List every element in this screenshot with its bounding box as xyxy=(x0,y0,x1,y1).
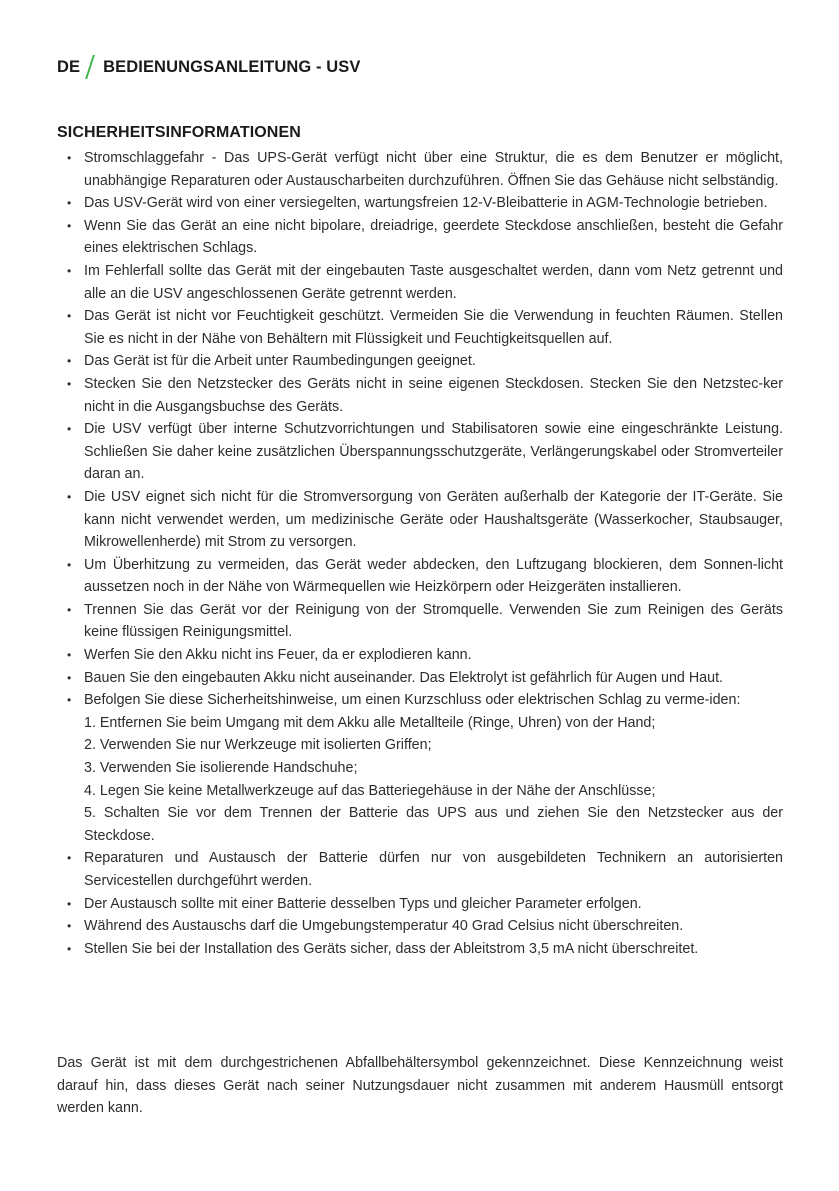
short-circuit-intro: • Befolgen Sie diese Sicherheitshinweise, um einen Kurzschluss oder elektrischen Schlag zu verme-iden: xyxy=(84,692,741,709)
list-item: • Das Gerät ist nicht vor Feuchtigkeit geschützt. Vermeiden Sie die Verwendung in feuchten Räumen. Stellen Sie es nicht in der Nähe von Behältern mit Flüssigkeit und Feuchtigkeitsquellen auf. xyxy=(57,305,783,350)
list-item: • Während des Austauschs darf die Umgebungstemperatur 40 Grad Celsius nicht überschreiten. xyxy=(57,915,783,938)
list-item: • Werfen Sie den Akku nicht ins Feuer, da er explodieren kann. xyxy=(57,644,783,667)
step-item: 2. Verwenden Sie nur Werkzeuge mit isolierten Griffen; xyxy=(84,737,432,754)
step-item: 3. Verwenden Sie isolierende Handschuhe; xyxy=(84,760,358,777)
list-item: • Im Fehlerfall sollte das Gerät mit der eingebauten Taste ausgeschaltet werden, dann vom Netz getrennt und alle an die USV angeschlossenen Geräte getrennt werden. xyxy=(57,260,783,305)
list-item: • Die USV eignet sich nicht für die Stromversorgung von Geräten außerhalb der Kategorie der IT-Geräte. Sie kann nicht verwendet werden, um medizinische Geräte oder Haushaltsgeräte (Wasserkocher, Staubsauger, Mikrowellenherde) mit Strom zu versorgen. xyxy=(57,486,783,554)
list-item: • Stecken Sie den Netzstecker des Geräts nicht in seine eigenen Steckdosen. Stecken Sie den Netzstec-ker nicht in die Ausgangsbuchse des Geräts. xyxy=(57,373,783,418)
list-item: • Stellen Sie bei der Installation des Geräts sicher, dass der Ableitstrom 3,5 mA nicht überschreitet. xyxy=(57,938,783,961)
language-code: DE xyxy=(57,57,81,76)
list-item: • Bauen Sie den eingebauten Akku nicht auseinander. Das Elektrolyt ist gefährlich für Augen und Haut. xyxy=(57,667,783,690)
safety-list xyxy=(57,147,783,960)
header-divider-slash xyxy=(85,55,95,79)
list-item: • Wenn Sie das Gerät an eine nicht bipolare, dreiadrige, geerdete Steckdose anschließen, besteht die Gefahr eines elektrischen Schlags. xyxy=(57,215,783,260)
list-item: • Um Überhitzung zu vermeiden, das Gerät weder abdecken, den Luftzugang blockieren, dem Sonnen-licht aussetzen noch in der Nähe von Wärmequellen wie Heizkörpern oder Heizgeräten installieren. xyxy=(57,554,783,599)
list-item: • Trennen Sie das Gerät vor der Reinigung von der Stromquelle. Verwenden Sie zum Reinigen des Geräts keine flüssigen Reinigungsmittel. xyxy=(57,599,783,644)
disposal-note: Das Gerät ist mit dem durchgestrichenen Abfallbehältersymbol gekennzeichnet. Diese Kennzeichnung weist darauf hin, dass dieses Gerät nach seiner Nutzungsdauer nicht zusammen mit anderem Hausmüll entsorgt werden kann. xyxy=(57,1055,783,1117)
list-item: • Stromschlaggefahr - Das UPS-Gerät verfügt nicht über eine Struktur, die es dem Benutzer er möglicht, unabhängige Reparaturen oder Austauscharbeiten durchzuführen. Öffnen Sie das Gehäuse nicht selbständig. xyxy=(57,147,783,192)
list-item: • Das Gerät ist für die Arbeit unter Raumbedingungen geeignet. xyxy=(57,350,783,373)
document-title: BEDIENUNGSANLEITUNG - USV xyxy=(103,57,361,76)
list-item: • Die USV verfügt über interne Schutzvorrichtungen und Stabilisatoren sowie eine eingeschränkte Leistung. Schließen Sie daher keine zusätzlichen Überspannungsschutzgeräte, Verlängerungskabel oder Stromverteiler daran an. xyxy=(57,418,783,486)
list-item-short-circuit xyxy=(57,689,783,847)
section-title: SICHERHEITSINFORMATIONEN xyxy=(57,124,301,141)
list-item: • Der Austausch sollte mit einer Batterie desselben Typs und gleicher Parameter erfolgen. xyxy=(57,893,783,916)
short-circuit-steps xyxy=(84,712,783,848)
page-header xyxy=(57,54,360,80)
step-item: 1. Entfernen Sie beim Umgang mit dem Akku alle Metallteile (Ringe, Uhren) von der Hand; xyxy=(84,714,656,731)
list-item: • Reparaturen und Austausch der Batterie dürfen nur von ausgebildeten Technikern an autorisierten Servicestellen durchgeführt werden. xyxy=(57,847,783,892)
list-item: • Das USV-Gerät wird von einer versiegelten, wartungsfreien 12-V-Bleibatterie in AGM-Technologie betrieben. xyxy=(57,192,783,215)
step-item: 5. Schalten Sie vor dem Trennen der Batterie das UPS aus und ziehen Sie den Netzstecker aus der Steckdose. xyxy=(84,805,783,844)
step-item: 4. Legen Sie keine Metallwerkzeuge auf das Batteriegehäuse in der Nähe der Anschlüsse; xyxy=(84,782,656,799)
